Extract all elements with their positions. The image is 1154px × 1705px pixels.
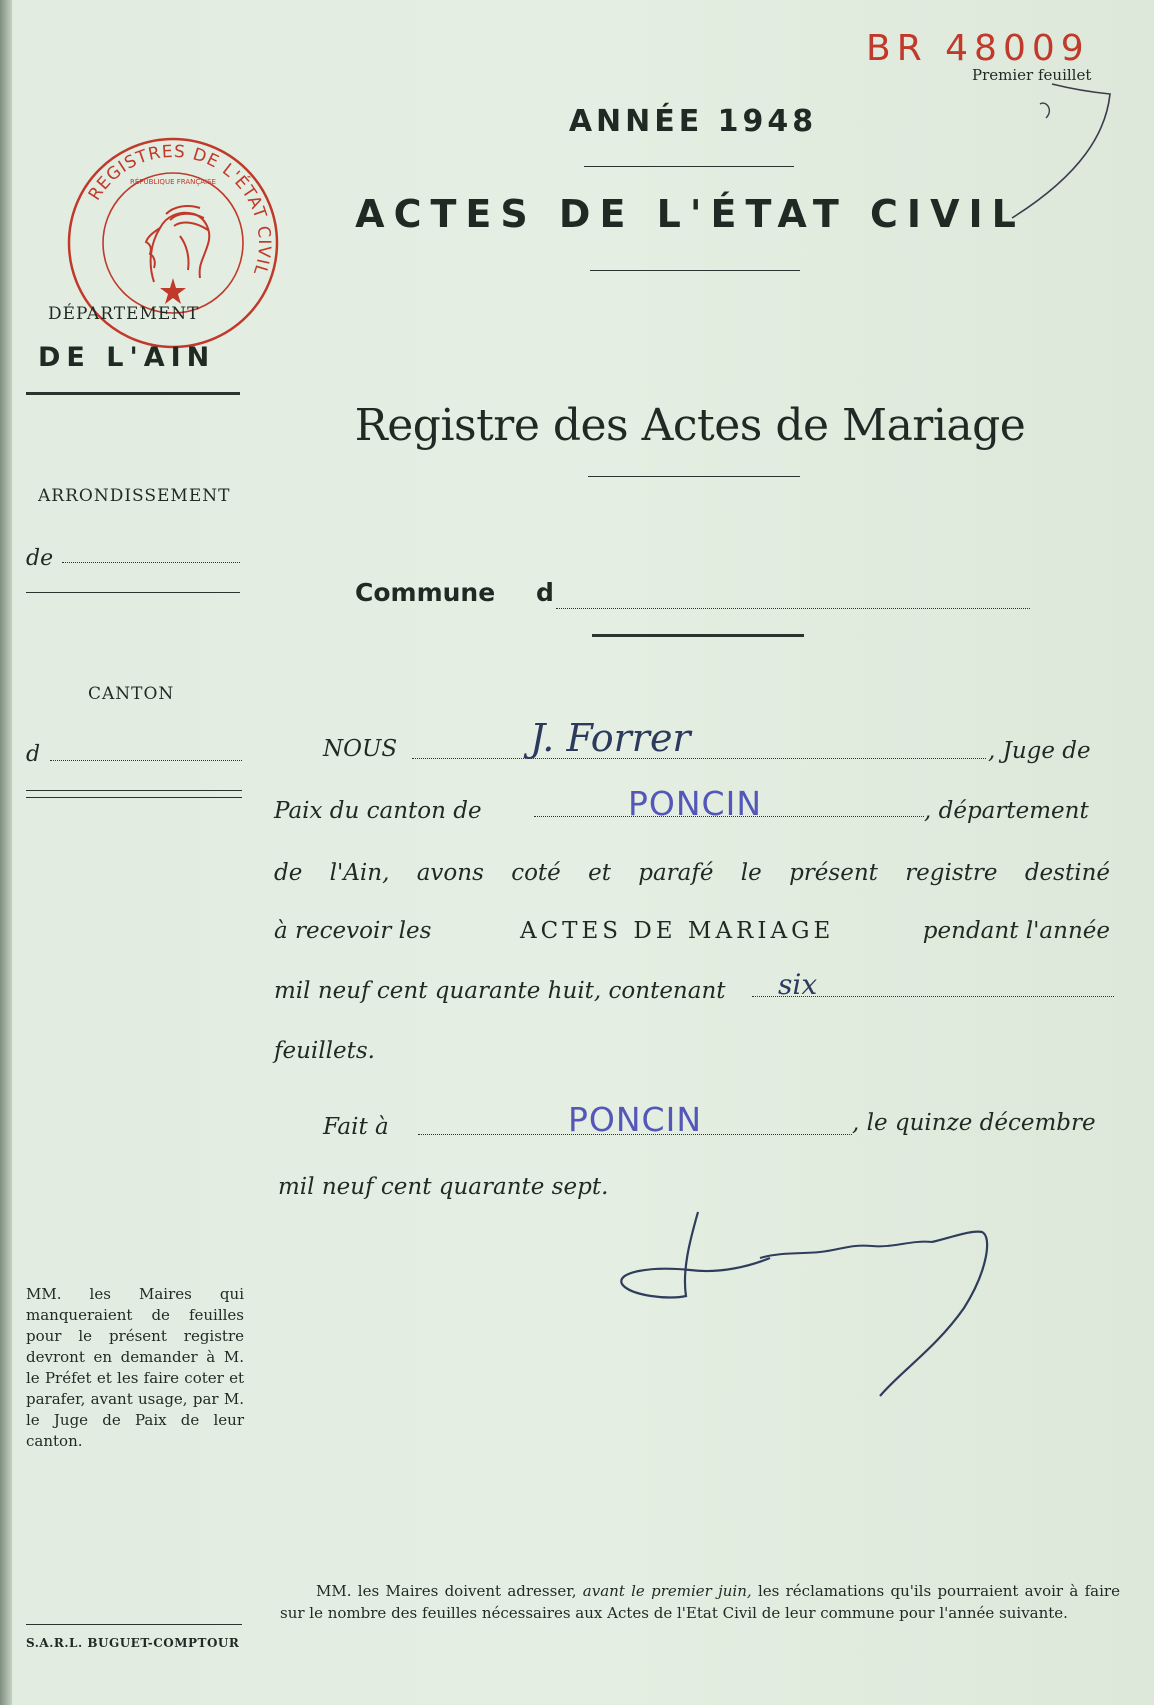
line-4-end: pendant l'année [922,918,1110,944]
date-text: , le quinze décembre [852,1110,1096,1136]
bottom-note-end: les réclamations qu'ils pourraient avoir à faire sur le nombre des feuilles nécessaires aux Actes de l'Etat Civil de leur commune pour l'année suivante. [280,1582,1120,1622]
arrondissement-rule [26,592,240,593]
certification-line-4 [274,918,1110,944]
binding-spine [0,0,12,1705]
canton-label: CANTON [88,684,175,704]
canton-rule-2 [26,797,242,798]
register-number: BR 48009 [866,28,1090,69]
main-title: ACTES DE L'ÉTAT CIVIL [355,192,1025,236]
arrondissement-label: ARRONDISSEMENT [38,486,231,506]
judge-handwritten-name: J. Forrer [530,716,691,760]
departement-underline [26,392,240,395]
juge-de-label: , Juge de [988,738,1091,764]
register-title: Registre des Actes de Mariage [354,400,1026,451]
departement-label: DÉPARTEMENT [48,304,200,324]
canton-field [50,760,242,761]
title-underline [590,270,800,271]
actes-de-mariage-caps: ACTES DE MARIAGE [519,918,835,944]
certification-line-5: mil neuf cent quarante huit, contenant [274,978,726,1004]
place-stamp: PONCIN [568,1100,703,1139]
seal-inner-text: RÉPUBLIQUE FRANÇAISE [130,178,216,186]
line-4-start: à recevoir les [274,918,432,944]
register-title-underline [588,476,800,477]
fait-a-label: Fait à [323,1114,389,1140]
departement-value: DE L'AIN [38,342,216,373]
canton-prefix: d [26,742,41,767]
marianne-profile-icon [146,206,209,282]
seal-text: REGISTRES DE L'ÉTAT CIVIL [84,141,275,279]
paix-du-canton-label: Paix du canton de [274,798,482,824]
printer-rule [26,1624,242,1625]
judge-name-field [412,758,986,759]
canton-stamp: PONCIN [628,784,763,823]
svg-text:REGISTRES DE L'ÉTAT CIVIL [85,142,274,278]
arrondissement-field [62,562,240,563]
folio-note: Premier feuillet [972,66,1092,84]
commune-label: Commune [355,578,496,607]
canton-rule-1 [26,790,242,791]
year-text: mil neuf cent quarante sept. [278,1174,609,1200]
sheet-count-handwritten: six [778,968,818,1001]
bottom-note [280,1580,1120,1624]
year-heading: ANNÉE 1948 [568,104,818,139]
commune-prefix: d [536,578,554,607]
judge-signature [610,1200,1070,1410]
nous-label: NOUS [323,736,398,762]
star-icon [160,278,186,304]
certification-line-3: de l'Ain, avons coté et parafé le présent registre destiné [274,860,1110,886]
mayors-note: MM. les Maires qui manqueraient de feuilles pour le présent registre devront en demander à M. le Préfet et les faire coter et parafer, avant usage, par M. le Juge de Paix de leur canton. [26,1285,244,1450]
commune-underline [592,634,804,637]
bottom-note-emphasis: avant le premier juin, [582,1582,752,1600]
arrondissement-prefix: de [26,546,54,571]
year-underline [584,166,794,167]
certification-line-6: feuillets. [274,1038,375,1064]
bottom-note-start: MM. les Maires doivent adresser, [316,1582,577,1600]
printer-imprint: S.A.R.L. BUGUET-COMPTOUR [26,1636,240,1650]
departement-word: , département [924,798,1089,824]
commune-field [556,608,1030,609]
